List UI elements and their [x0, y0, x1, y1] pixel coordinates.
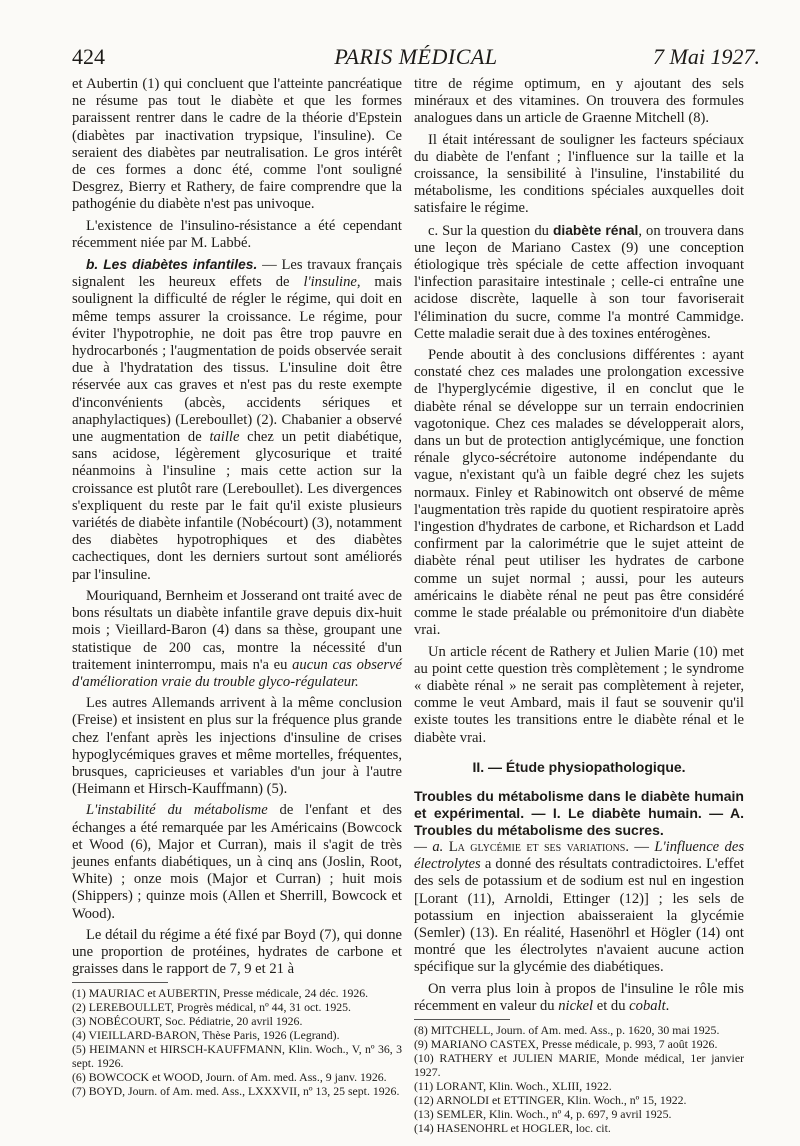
paragraph: Pende aboutit à des conclusions différentes : ayant constaté chez ces malades une prolongation excessive de l'hyperglycémie digestive, il en conclut que le diabète rénal se développe sur un terrain endocrinien vagotonique. Chez ces malades se développerait alors, dans un but de protection antiglycémique, une fonction rénale glyco-sécrétoire autonome indépendante du vague, n'existant qu'à un faible degré chez les sujets normaux. Finley et Rabinowitch ont observé de même l'augmentation très rapide du quotient respiratoire après l'ingestion d'hydrates de carbone, et Richardson et Ladd confirment par la calorimétrie que le sujet atteint de diabète rénal peut utiliser les hydrates de carbone comme un sujet normal ; aussi, pour les auteurs américains le diabète rénal ne peut pas être considéré comme le stade préalable ou prémonitoire d'un diabète vrai.: [414, 347, 744, 639]
paragraph: Les autres Allemands arrivent à la même conclusion (Freise) et insistent en plus sur la fréquence plus grande chez l'enfant après les injections d'insuline de crises hypoglycémiques graves et même mortelles, fréquentes, brusques, capricieuses et variables d'un jour à l'autre (Heimann et Hirsch-Kauffmann) (5).: [72, 695, 402, 798]
footnotes-right: [414, 1023, 744, 1135]
footnote: (11) LORANT, Klin. Woch., XLIII, 1922.: [414, 1078, 612, 1093]
footnote: (10) RATHERY et JULIEN MARIE, Monde médical, 1er janvier 1927.: [414, 1050, 744, 1079]
footnote: (12) ARNOLDI et ETTINGER, Klin. Woch., nº 15, 1922.: [414, 1092, 687, 1107]
paragraph: — a. La glycémie et ses variations. — L'influence des électrolytes a donné des résultats contradictoires. L'effet des sels de potassium et de sodium est nul en ingestion [Lorant (11), Arnoldi, Ettinger (12)] ; les sels de potassium en injection abaisseraient la glycémie (Semler) (13). En réalité, Hasenöhrl et Högler (14) ont montré que les électrolytes n'avaient aucune action spécifique sur la glycémie des diabétiques.: [414, 838, 745, 976]
paragraph: Un article récent de Rathery et Julien Marie (10) met au point cette question très complètement ; le syndrome « diabète rénal » ne serait pas complètement à rejeter, comme le veut Ambard, mais il faut se souvenir qu'il existe toutes les transitions entre le diabète rénal et le diabète vrai.: [414, 643, 744, 746]
paragraph: L'existence de l'insulino-résistance a été cependant récemment niée par M. Labbé.: [72, 217, 402, 251]
issue-date: 7 Mai 1927.: [653, 44, 760, 69]
paragraph: Mouriquand, Bernheim et Josserand ont traité avec de bons résultats un diabète infantile grave depuis dix-huit mois ; Vieillard-Baron (4) dans sa thèse, groupant une statistique de 200 cas, montre la nécessité d'un traitement ininterrompu, mais n'a eu aucun cas observé d'amélioration vraie du trouble glyco-régulateur.: [72, 587, 402, 690]
paragraph: et Aubertin (1) qui concluent que l'atteinte pancréatique ne résume pas tout le diabète et que les formes paraissent rentrer dans le cadre de la théorie d'Epstein (diabètes par inactivation trypsique, l'insuline). Ce seraient des diabètes par neutralisation. Le gros intérêt de ces formes a donc été, comme l'ont souligné Desgrez, Bierry et Rathery, de faire comprendre que la pathogénie du diabète n'est pas univoque.: [72, 76, 402, 213]
footnote: (8) MITCHELL, Journ. of Am. med. Ass., p. 1620, 30 mai 1925.: [414, 1022, 720, 1037]
sub-heading: Troubles du métabolisme dans le diabète humain et expérimental. — I. Le diabète humain. — A. Troubles du métabolisme des sucres.: [414, 787, 744, 838]
paragraph-diabetes-infantiles: b. Les diabètes infantiles. — Les travaux français signalent les heureux effets de l'insuline, mais soulignent la difficulté de régler le régime, qui doit en même temps assurer la croissance. Le régime, pour éviter l'hypotrophie, ne doit pas être trop pauvre en hydrocarbonés ; l'augmentation de poids observée serait due à l'hydratation des tissus. L'insuline doit être réservée aux cas graves et n'est pas du reste exempte d'inconvénients (abcès, accidents sériques et anaphylactiques) (Lereboullet) (2). Chabanier a observé une augmentation de taille chez un petit diabétique, sans acidose, légèrement glycosurique et traité néanmoins à l'insuline ; mais cette action sur la croissance est plutôt rare (Lereboullet). Les divergences s'expliquent du reste par le fait qu'il existe plusieurs variétés de diabète infantile (Nobécourt) (3), notamment des diabètes hypotrophiques et des diabètes cachectiques, dont les derniers surtout sont améliorés par l'insuline.: [72, 257, 402, 583]
footnotes-left: [72, 986, 402, 1098]
left-column: [72, 76, 402, 1098]
paragraph: On verra plus loin à propos de l'insuline le rôle mis récemment en valeur du nickel et du cobalt.: [414, 980, 744, 1014]
paragraph: titre de régime optimum, en y ajoutant des sels minéraux et des vitamines. On trouvera des formules analogues dans un article de Graenne Mitchell (8).: [414, 76, 744, 127]
footnote: (7) BOYD, Journ. of Am. med. Ass., LXXXVII, nº 13, 25 sept. 1926.: [72, 1084, 400, 1099]
footnote-divider: [414, 1019, 510, 1020]
paragraph-diabete-renal: c. Sur la question du diabète rénal, on trouvera dans une leçon de Mariano Castex (9) une conception étiologique très spéciale de cette affection invoquant l'infection parasitaire intestinale ; celle-ci entraîne une acidose discrète, laquelle à son tour favoriserait l'élimination du sucre, comme l'a montré Cammidge. Cette maladie serait due à des toxines entérogènes.: [414, 222, 744, 342]
footnote: (6) BOWCOCK et WOOD, Journ. of Am. med. Ass., 9 janv. 1926.: [72, 1070, 387, 1085]
paragraph: Il était intéressant de souligner les facteurs spéciaux du diabète de l'enfant ; l'influence sur la taille et la croissance, la sensibilité à l'insuline, l'instabilité du métabolisme, les conditions spéciales auxquelles doit satisfaire le régime.: [414, 131, 744, 217]
footnote-divider: [72, 982, 168, 983]
footnote: (1) MAURIAC et AUBERTIN, Presse médicale, 24 déc. 1926.: [72, 986, 369, 1001]
footnote: (2) LEREBOULLET, Progrès médical, nº 44, 31 oct. 1925.: [72, 1000, 351, 1015]
right-column: [414, 76, 744, 1135]
footnote: (3) NOBÉCOURT, Soc. Pédiatrie, 20 avril 1926.: [72, 1014, 303, 1029]
footnote: (13) SEMLER, Klin. Woch., nº 4, p. 697, 9 avril 1925.: [414, 1106, 672, 1121]
paragraph: Le détail du régime a été fixé par Boyd (7), qui donne une proportion de protéines, hydrates de carbone et graisses dans le rapport de 7, 9 et 21 à: [72, 926, 402, 978]
footnote: (14) HASENOHRL et HOGLER, loc. cit.: [414, 1120, 611, 1135]
footnote: (5) HEIMANN et HIRSCH-KAUFFMANN, Klin. Woch., V, nº 36, 3 sept. 1926.: [72, 1042, 402, 1071]
subsection-label: b. Les diabètes infantiles.: [86, 257, 258, 273]
page-number: 424: [72, 44, 105, 69]
journal-title: PARIS MÉDICAL: [334, 44, 498, 69]
footnote: (9) MARIANO CASTEX, Presse médicale, p. 993, 7 août 1926.: [414, 1036, 718, 1051]
section-heading: II. — Étude physiopathologique.: [472, 758, 686, 775]
footnote: (4) VIEILLARD-BARON, Thèse Paris, 1926 (Legrand).: [72, 1028, 340, 1043]
paragraph: L'instabilité du métabolisme de l'enfant et des échanges a été remarquée par les Américains (Bowcock et Wood (6), Major et Curran), mais il s'agit de très jeunes enfants diabétiques, un à cinq ans (Joslin, Root, White) ; onze mois (Major et Curran) ; huit mois (Shippers) ; quinze mois (Allen et Sherrill, Bowcock et Wood).: [72, 802, 402, 922]
page-header: [72, 44, 760, 74]
